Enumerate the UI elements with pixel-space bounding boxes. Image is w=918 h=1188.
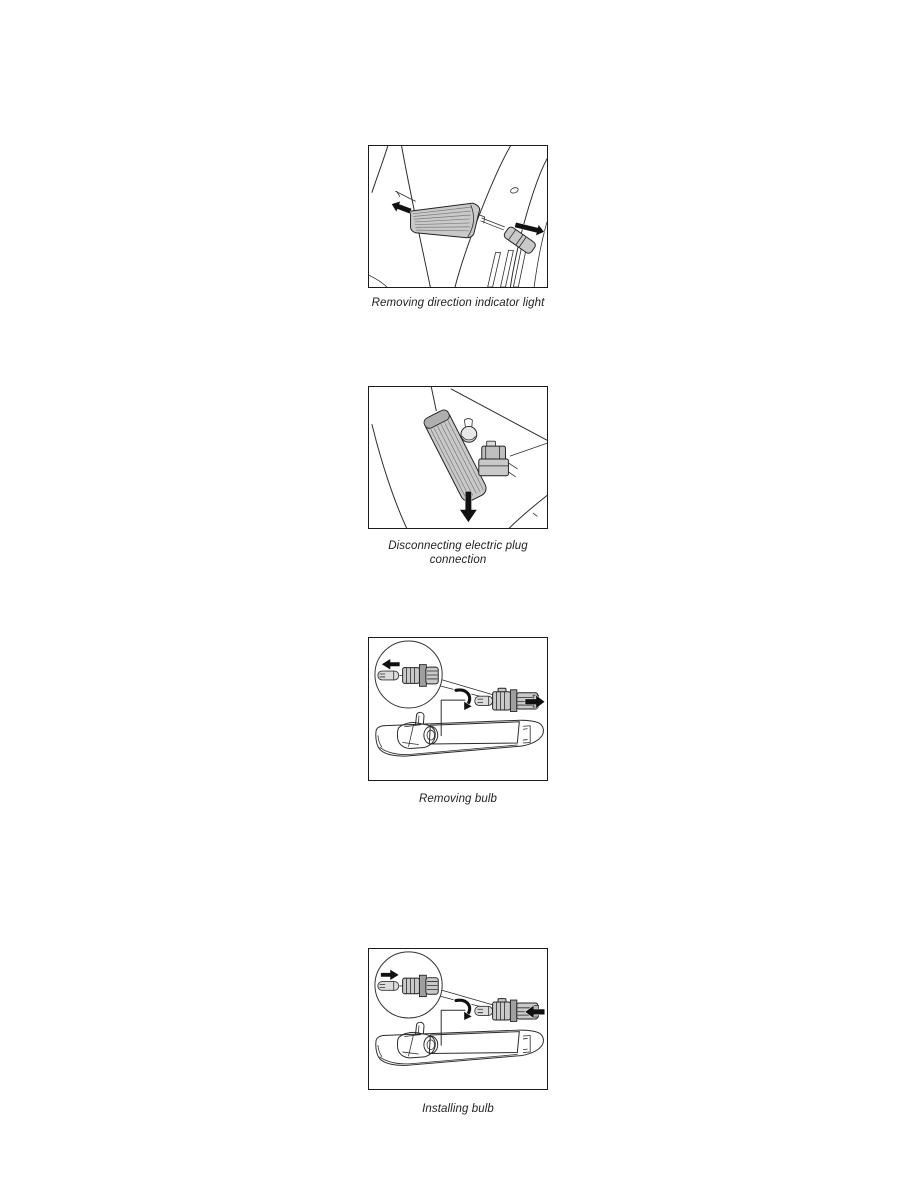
removing-bulb-illustration [369,638,547,780]
disconnecting-plug-illustration [369,387,547,528]
figure-caption: Removing bulb [418,793,497,805]
installing-bulb-illustration [369,949,547,1089]
figure-frame [368,948,548,1090]
figure-removing-direction-indicator-light [368,145,548,309]
figure-caption: Disconnecting electric plug connection [388,540,528,566]
figure-frame [368,145,548,288]
figure-frame [368,386,548,529]
figure-frame [368,637,548,781]
arrow-left-icon [392,202,412,214]
figure-caption: Removing direction indicator light [371,297,545,309]
figure-removing-bulb [368,637,548,805]
removing-indicator-illustration [369,146,547,287]
figure-caption: Installing bulb [422,1103,494,1115]
figure-disconnecting-electric-plug [368,386,548,566]
figure-installing-bulb [368,948,548,1115]
